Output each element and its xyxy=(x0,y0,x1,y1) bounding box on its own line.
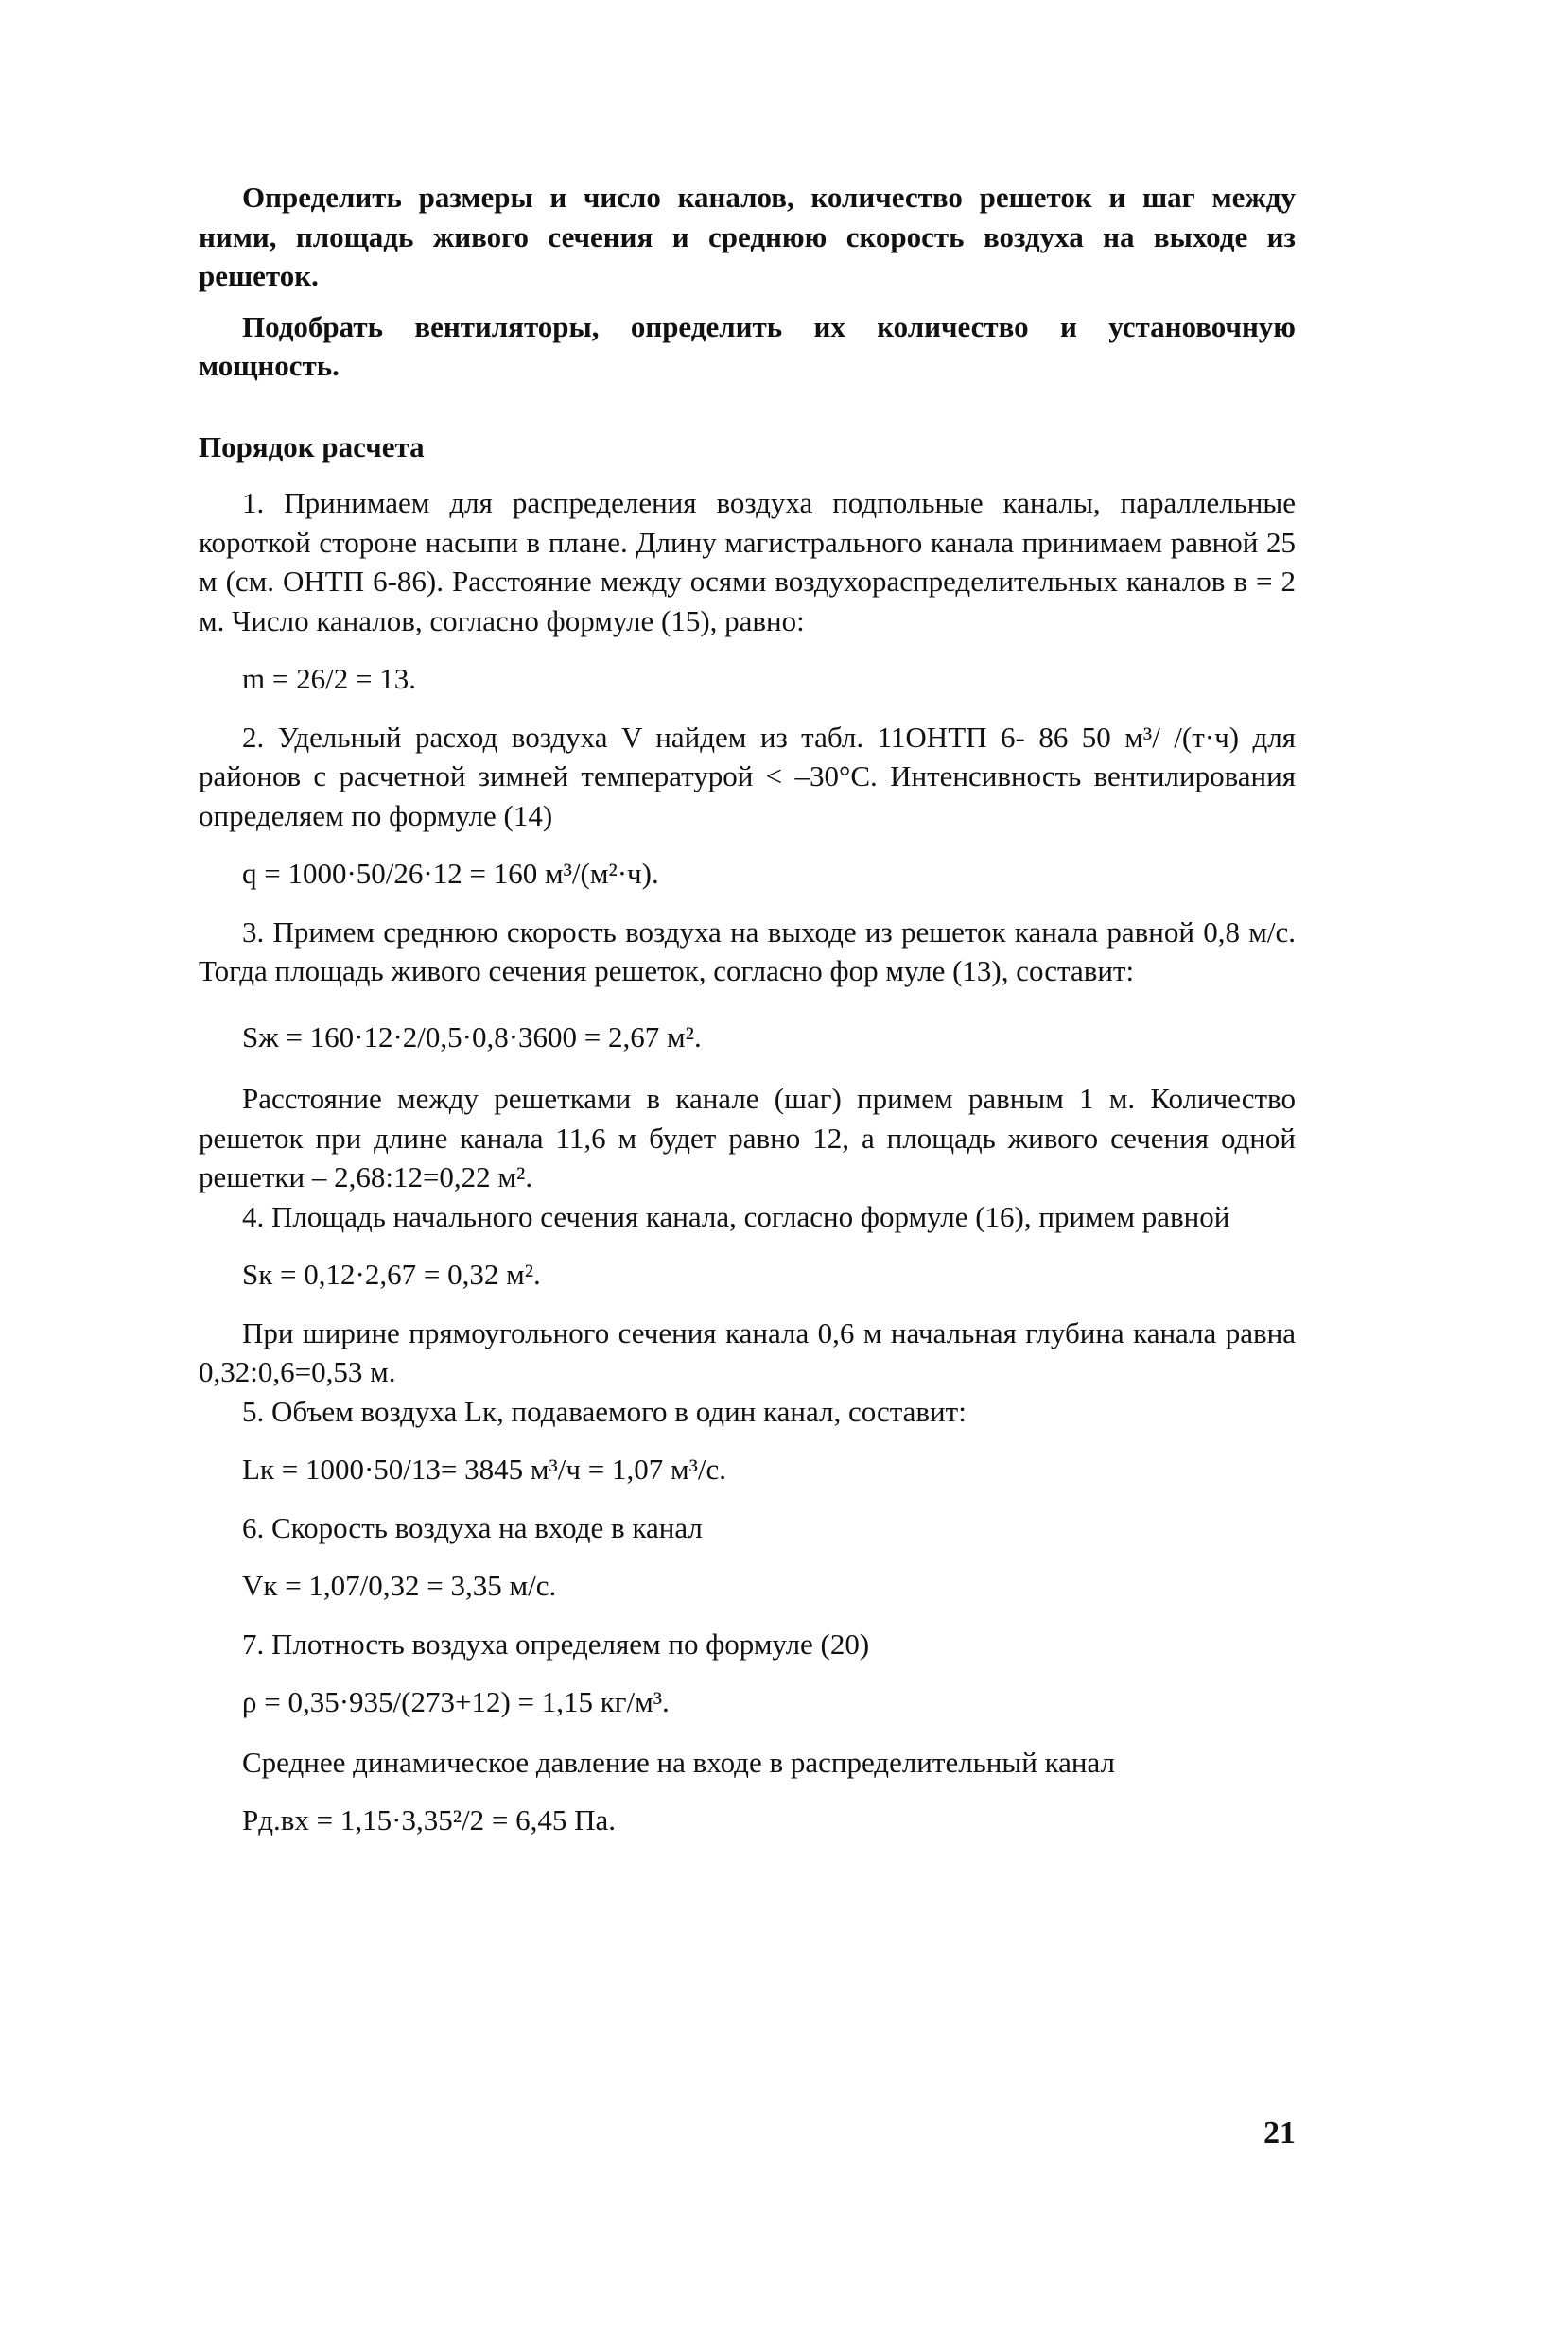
page-number: 21 xyxy=(1263,2115,1296,2150)
step-7-note: Среднее динамическое давление на входе в распределительный канал xyxy=(242,1745,1116,1779)
step-2-formula: q = 1000·50/26·12 = 160 м³/(м²·ч). xyxy=(242,857,659,890)
step-4-note: При ширине прямоугольного сечения канала 0,6 м начальная глубина канала равна 0,32:0,6=0,53 м. xyxy=(199,1315,1296,1388)
step-1-formula: m = 26/2 = 13. xyxy=(242,662,416,695)
step-4-text: 4. Площадь начального сечения канала, согласно формуле (16), примем равной xyxy=(242,1199,1230,1233)
section-heading: Порядок расчета xyxy=(199,429,425,463)
step-3-formula: Sж = 160·12·2/0,5·0,8·3600 = 2,67 м². xyxy=(242,1019,702,1053)
step-2-text: 2. Удельный расход воздуха V найдем из табл. 11ОНТП 6- 86 50 м³/ /(т·ч) для районов с расчетной зимней температурой < –30°С. Интенсивность вентилирования определяем по формуле (14) xyxy=(199,720,1296,832)
step-3-note: Расстояние между решетками в канале (шаг) примем равным 1 м. Количество решеток при длине канала 11,6 м будет равно 12, а площадь живого сечения одной решетки – 2,68:12=0,22 м². xyxy=(199,1082,1296,1193)
step-7-text: 7. Плотность воздуха определяем по формуле (20) xyxy=(242,1627,870,1661)
step-6-formula: Vк = 1,07/0,32 = 3,35 м/с. xyxy=(242,1569,557,1602)
step-7-formula: ρ = 0,35·935/(273+12) = 1,15 кг/м³. xyxy=(242,1685,670,1718)
step-3-text: 3. Примем среднюю скорость воздуха на выходе из решеток канала равной 0,8 м/с. Тогда площадь живого сечения решеток, согласно фор муле (13), составит: xyxy=(199,914,1296,987)
step-5-formula: Lк = 1000·50/13= 3845 м³/ч = 1,07 м³/с. xyxy=(242,1453,727,1486)
step-7-formula-2: Pд.вх = 1,15·3,35²/2 = 6,45 Па. xyxy=(242,1803,616,1836)
step-6-text: 6. Скорость воздуха на входе в канал xyxy=(242,1510,703,1544)
step-1-text: 1. Принимаем для распределения воздуха подпольные каналы, параллельные короткой стороне насыпи в плане. Длину магистрального канала принимаем равной 25 м (см. ОНТП 6-86). Расстояние между осями воздухораспределительных каналов в = 2 м. Число каналов, согласно формуле (15), равно: xyxy=(199,486,1296,637)
task-paragraph-1: Определить размеры и число каналов, количество решеток и шаг между ними, площадь живого сечения и среднюю скорость воздуха на выходе из решеток. xyxy=(199,181,1296,292)
page-body xyxy=(199,178,1296,1859)
task-paragraph-2: Подобрать вентиляторы, определить их количество и установочную мощность. xyxy=(199,309,1296,382)
step-4-formula: Sк = 0,12·2,67 = 0,32 м². xyxy=(242,1258,541,1291)
step-5-text: 5. Объем воздуха Lк, подаваемого в один канал, составит: xyxy=(242,1394,967,1428)
